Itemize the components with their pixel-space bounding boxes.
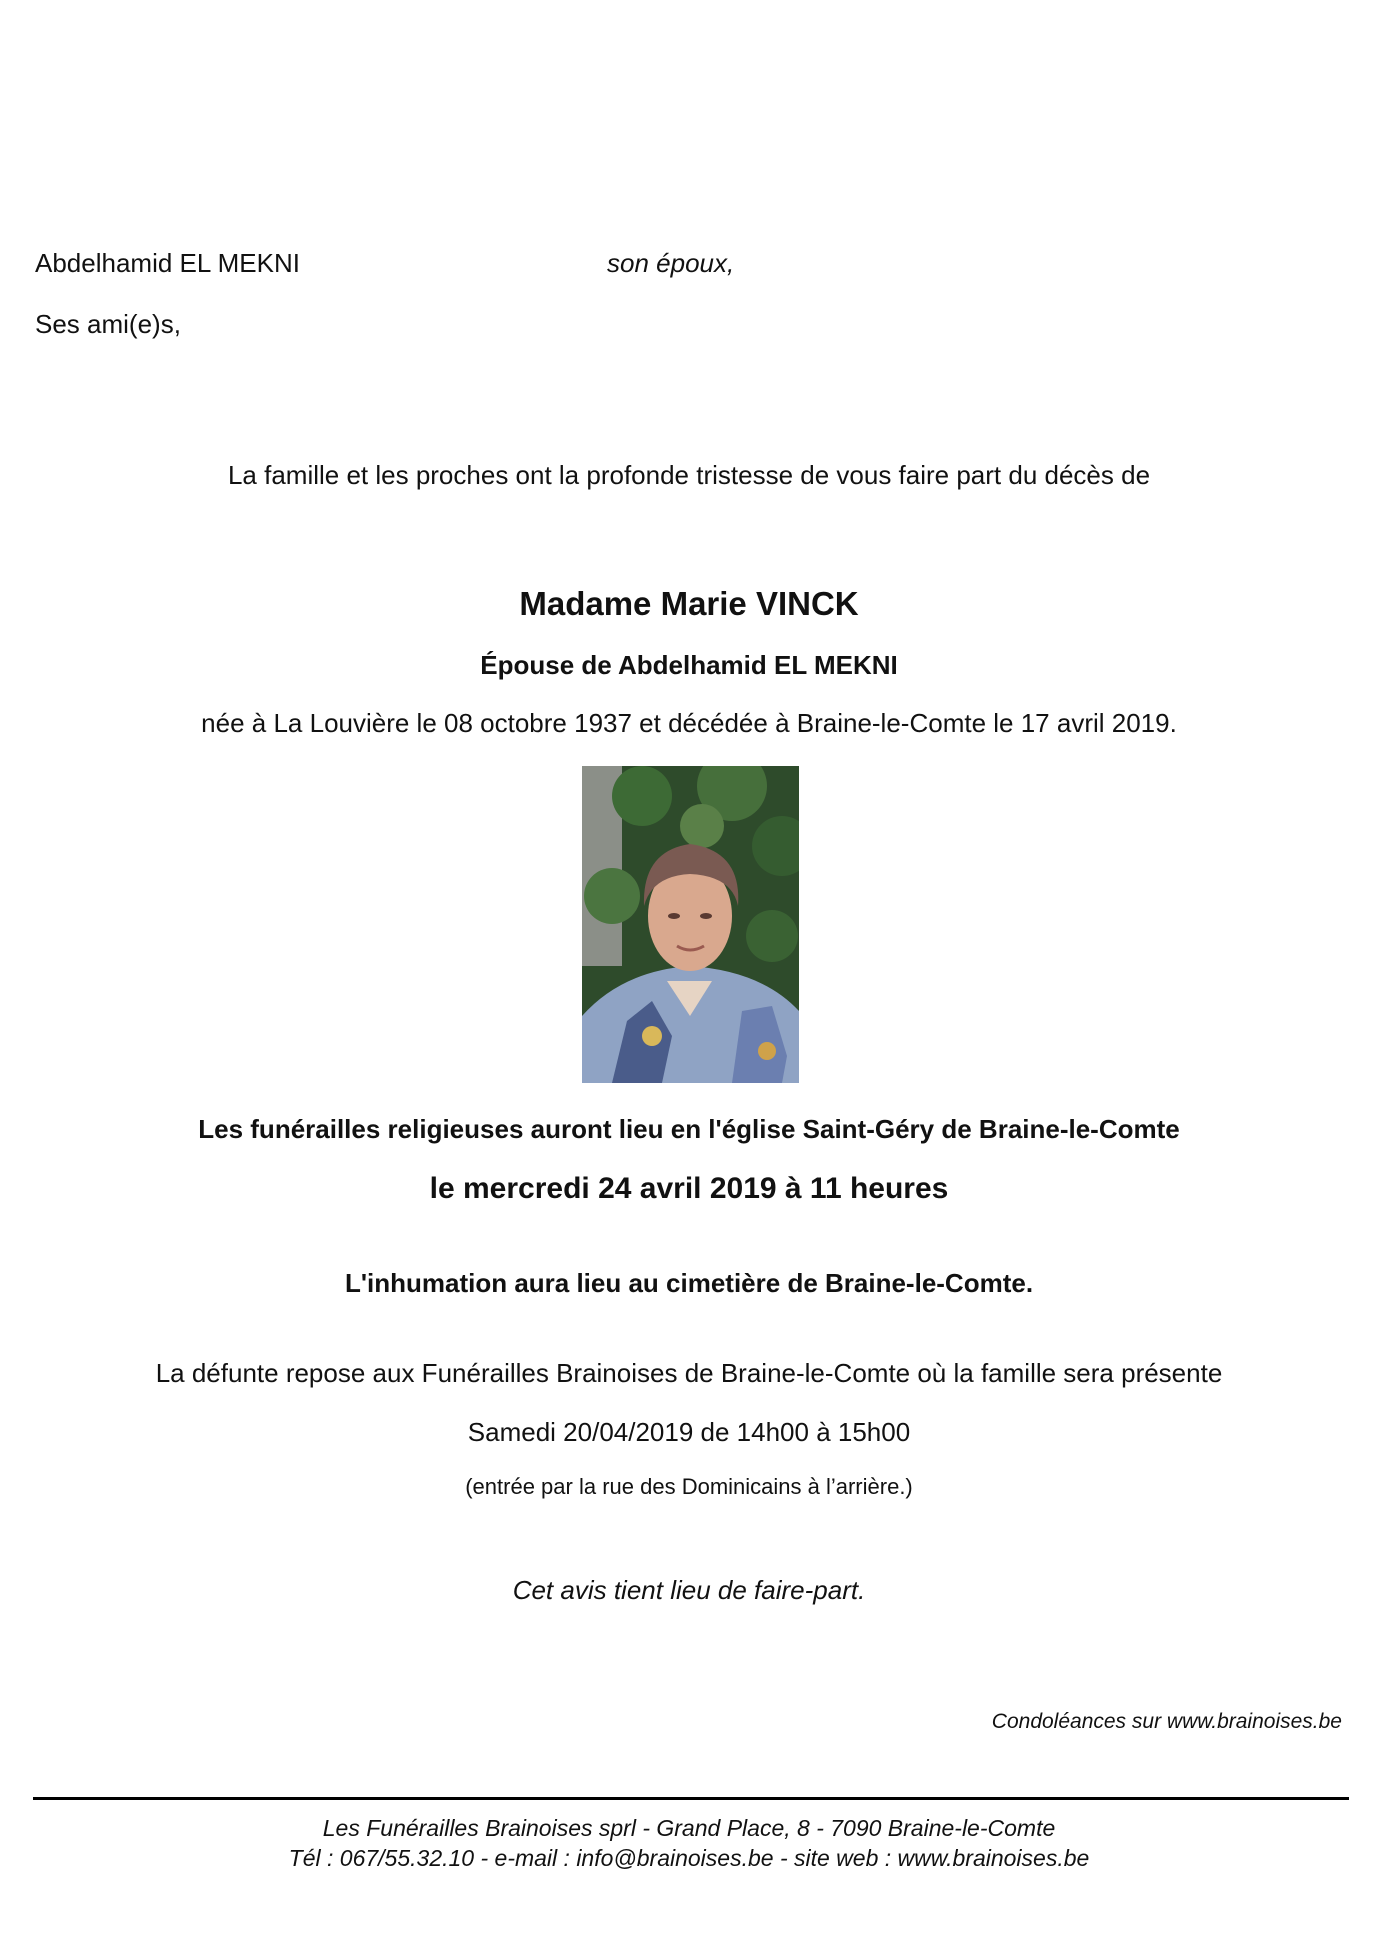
- family-member-relation: son époux,: [607, 248, 735, 278]
- friends-line: Ses ami(e)s,: [35, 309, 181, 339]
- burial-location: L'inhumation aura lieu au cimetière de Braine-le-Comte.: [344, 1268, 1034, 1298]
- resting-place: La défunte repose aux Funérailles Brainoises de Braine-le-Comte où la famille sera présente: [155, 1358, 1223, 1388]
- visiting-hours: Samedi 20/04/2019 de 14h00 à 15h00: [467, 1417, 911, 1447]
- family-member-name: Abdelhamid EL MEKNI: [35, 248, 300, 278]
- funeral-date-time: le mercredi 24 avril 2019 à 11 heures: [429, 1172, 949, 1205]
- footer-divider: [33, 1797, 1349, 1800]
- birth-death-line: née à La Louvière le 08 octobre 1937 et décédée à Braine-le-Comte le 17 avril 2019.: [201, 708, 1177, 738]
- footer-contact: Tél : 067/55.32.10 - e-mail : info@brainoises.be - site web : www.brainoises.be: [288, 1845, 1090, 1871]
- spouse-line: Épouse de Abdelhamid EL MEKNI: [480, 650, 898, 680]
- deceased-name: Madame Marie VINCK: [519, 585, 859, 622]
- entrance-note: (entrée par la rue des Dominicains à l’arrière.): [465, 1474, 913, 1499]
- portrait-photo: [582, 766, 799, 1083]
- announcement-intro: La famille et les proches ont la profonde tristesse de vous faire part du décès de: [227, 460, 1151, 490]
- condolences-link[interactable]: Condoléances sur www.brainoises.be: [991, 1710, 1342, 1733]
- footer-address: Les Funérailles Brainoises sprl - Grand Place, 8 - 7090 Braine-le-Comte: [322, 1815, 1056, 1841]
- notice-line: Cet avis tient lieu de faire-part.: [512, 1575, 866, 1605]
- funeral-location: Les funérailles religieuses auront lieu en l'église Saint-Géry de Braine-le-Comte: [198, 1114, 1180, 1144]
